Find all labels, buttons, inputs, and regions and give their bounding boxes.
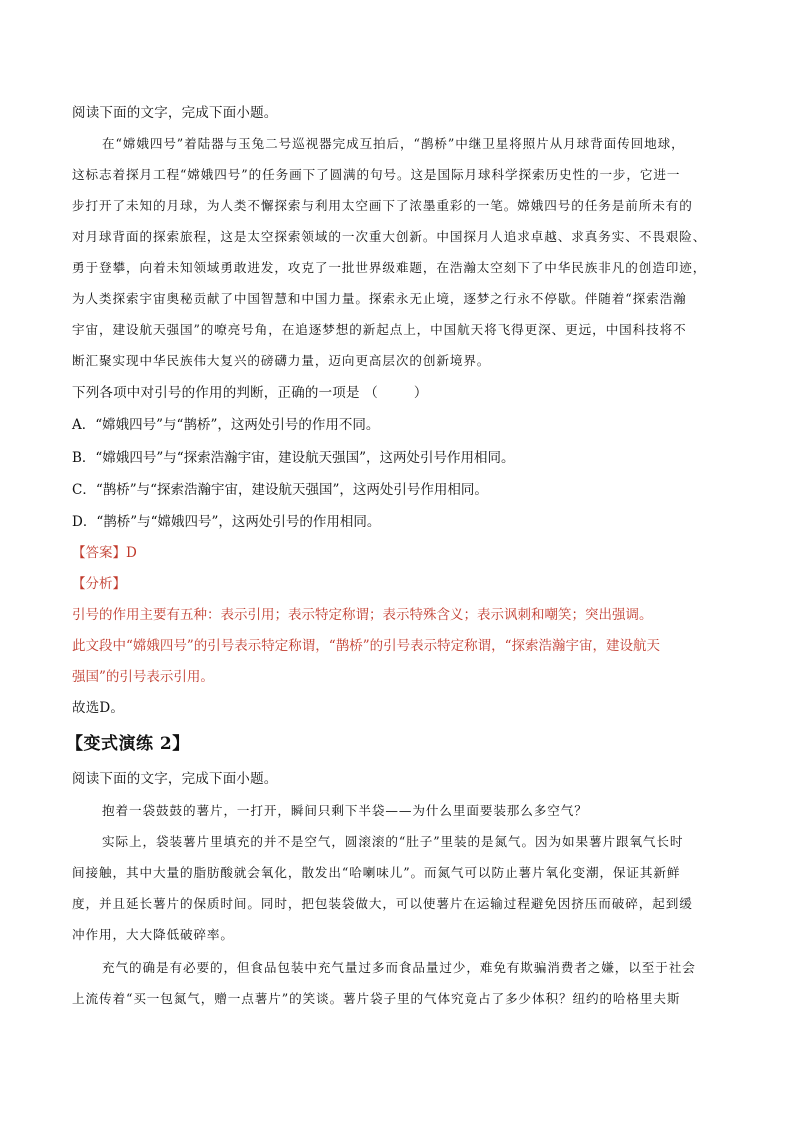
section-title: 【变式演练 2】: [66, 734, 190, 754]
question-text: 下列各项中对引号的作用的判断，正确的一项是: [72, 385, 360, 401]
q2-passage-line: 间接触，其中大量的脂肪酸就会氧化，散发出“哈喇味儿”。而氮气可以防止薯片氧化变潮，保证其新鲜: [72, 865, 681, 880]
option-b: B．“嫦娥四号”与“探索浩瀚宇宙，建设航天强国”，这两处引号作用相同。: [72, 450, 515, 466]
option-c: C．“鹊桥”与“探索浩瀚宇宙，建设航天强国”，这两处引号作用相同。: [72, 482, 488, 498]
answer-line: [72, 541, 137, 561]
analysis-line: 此文段中“嫦娥四号”的引号表示特定称谓，“鹊桥”的引号表示特定称谓，“探索浩瀚宇宙，建设航天: [72, 638, 661, 654]
q1-question: [72, 381, 428, 401]
q1-passage-line: 为人类探索宇宙奥秘贡献了中国智慧和中国力量。探索永无止境，逐梦之行永不停歇。伴随着“探索浩瀚: [72, 291, 687, 306]
q1-passage-line: 这标志着探月工程“嫦娥四号”的任务画下了圆满的句号。这是国际月球科学探索历史性的一步，它进一: [72, 167, 681, 182]
q2-passage-line: 冲作用，大大降低破碎率。: [72, 927, 234, 942]
q1-passage-line: 步打开了未知的月球，为人类不懈探索与利用太空画下了浓墨重彩的一笔。嫦娥四号的任务是前所未有的: [72, 198, 693, 213]
q1-passage-line: 对月球背面的探索旅程，这是太空探索领域的一次重大创新。中国探月人追求卓越、求真务实、不畏艰险、: [72, 229, 707, 244]
option-d: D．“鹊桥”与“嫦娥四号”，这两处引号的作用相同。: [72, 514, 381, 530]
q1-instruction: 阅读下面的文字，完成下面小题。: [72, 105, 278, 121]
q1-passage-line: 宇宙，建设航天强国”的嘹亮号角，在追逐梦想的新起点上，中国航天将飞得更深、更远，中国科技将不: [72, 322, 687, 337]
q2-passage-line: 上流传着“买一包氮气，赠一点薯片”的笑谈。薯片袋子里的气体究竟占了多少体积？纽约的哈格里夫斯: [72, 991, 681, 1006]
answer-label: 【答案】: [72, 545, 126, 561]
q1-passage-line: 在“嫦娥四号”着陆器与玉兔二号巡视器完成互拍后，“鹊桥”中继卫星将照片从月球背面传回地球，: [102, 136, 685, 151]
answer-value: D: [126, 545, 137, 561]
answer-paren-close: ）: [413, 385, 428, 401]
analysis-line: 强国”的引号表示引用。: [72, 669, 214, 685]
q2-passage-line: 实际上，袋装薯片里填充的并不是空气，圆滚滚的“肚子”里装的是氮气。因为如果薯片跟氧气长时: [102, 834, 684, 849]
q2-passage-line: 抱着一袋鼓鼓的薯片，一打开，瞬间只剩下半袋——为什么里面要装那么多空气？: [102, 803, 588, 818]
q2-passage-line: 度，并且延长薯片的保质时间。同时，把包装袋做大，可以使薯片在运输过程避免因挤压而破碎，起到缓: [72, 896, 693, 911]
q2-passage-line: 充气的确是有必要的，但食品包装中充气量过多而食品量过少，难免有欺骗消费者之嫌，以至于社会: [102, 960, 696, 975]
q1-passage-line: 断汇聚实现中华民族伟大复兴的磅礴力量，迈向更高层次的创新境界。: [72, 353, 491, 368]
analysis-label: 【分析】: [72, 576, 126, 592]
q2-instruction: 阅读下面的文字，完成下面小题。: [72, 771, 278, 787]
analysis-line: 引号的作用主要有五种：表示引用；表示特定称谓；表示特殊含义；表示讽刺和嘲笑；突出强调。: [72, 607, 653, 623]
q1-passage-line: 勇于登攀，向着未知领域勇敢进发，攻克了一批世界级难题，在浩瀚太空刻下了中华民族非凡的创造印迹，: [72, 260, 707, 275]
conclusion: 故选D。: [72, 700, 125, 716]
option-a: A．“嫦娥四号”与“鹊桥”，这两处引号的作用不同。: [72, 417, 380, 433]
answer-paren-open: （: [364, 385, 378, 401]
